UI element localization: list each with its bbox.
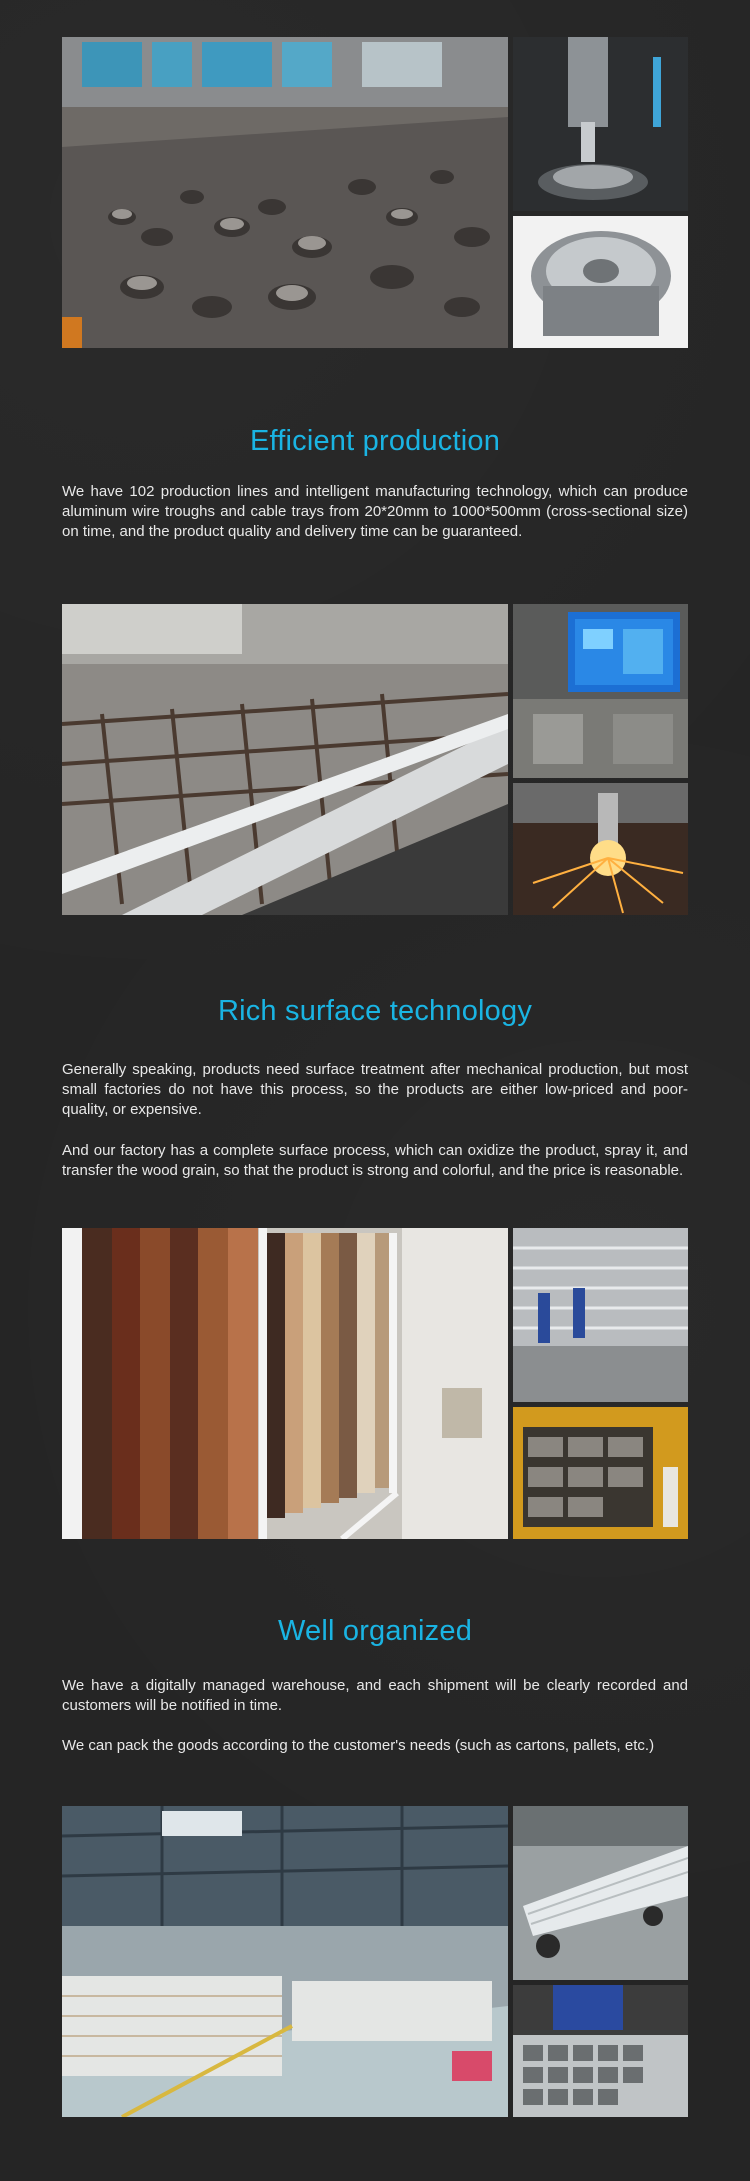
heading-rich-surface-technology: Rich surface technology <box>217 995 533 1027</box>
photo-cnc-machining <box>513 37 688 211</box>
paragraph-surface-process: And our factory has a complete surface process, which can oxidize the product, spray it, and transfer the wood grain, so that the product is strong and colorful, and the price is reasonable. <box>62 1142 688 1179</box>
gallery-mold-workshop <box>62 37 688 348</box>
gallery-surface-treatment <box>62 1228 688 1539</box>
photo-painting-line <box>513 1228 688 1402</box>
heading-efficient-production: Efficient production <box>249 425 501 457</box>
photo-mold-die <box>513 216 688 348</box>
photo-wood-grain-samples <box>62 1228 508 1539</box>
photo-mold-workshop-floor <box>62 37 508 348</box>
paragraph-packing: We can pack the goods according to the customer's needs (such as cartons, pallets, etc.) <box>62 1737 655 1754</box>
heading-well-organized: Well organized <box>277 1615 473 1647</box>
gallery-production-line <box>62 604 688 915</box>
gallery-warehouse <box>62 1806 688 2117</box>
photo-oxidation-racks <box>513 1407 688 1539</box>
photo-packaged-profiles <box>513 1985 688 2117</box>
photo-warehouse-interior <box>62 1806 508 2117</box>
photo-laser-cutting <box>513 783 688 915</box>
paragraph-surface-intro: Generally speaking, products need surface treatment after mechanical production, but most small factories do not have this process, so the products are either low-priced and poor-quality, or expensive. <box>62 1061 688 1118</box>
photo-profile-cart <box>513 1806 688 1980</box>
paragraph-warehouse: We have a digitally managed warehouse, and each shipment will be clearly recorded and customers will be notified in time. <box>62 1677 688 1714</box>
photo-control-center <box>513 604 688 778</box>
photo-extrusion-line <box>62 604 508 915</box>
paragraph-efficient-production: We have 102 production lines and intelligent manufacturing technology, which can produce aluminum wire troughs and cable trays from 20*20mm to 1000*500mm (cross-sectional size) on time, and the product quality and delivery time can be guaranteed. <box>62 483 688 540</box>
